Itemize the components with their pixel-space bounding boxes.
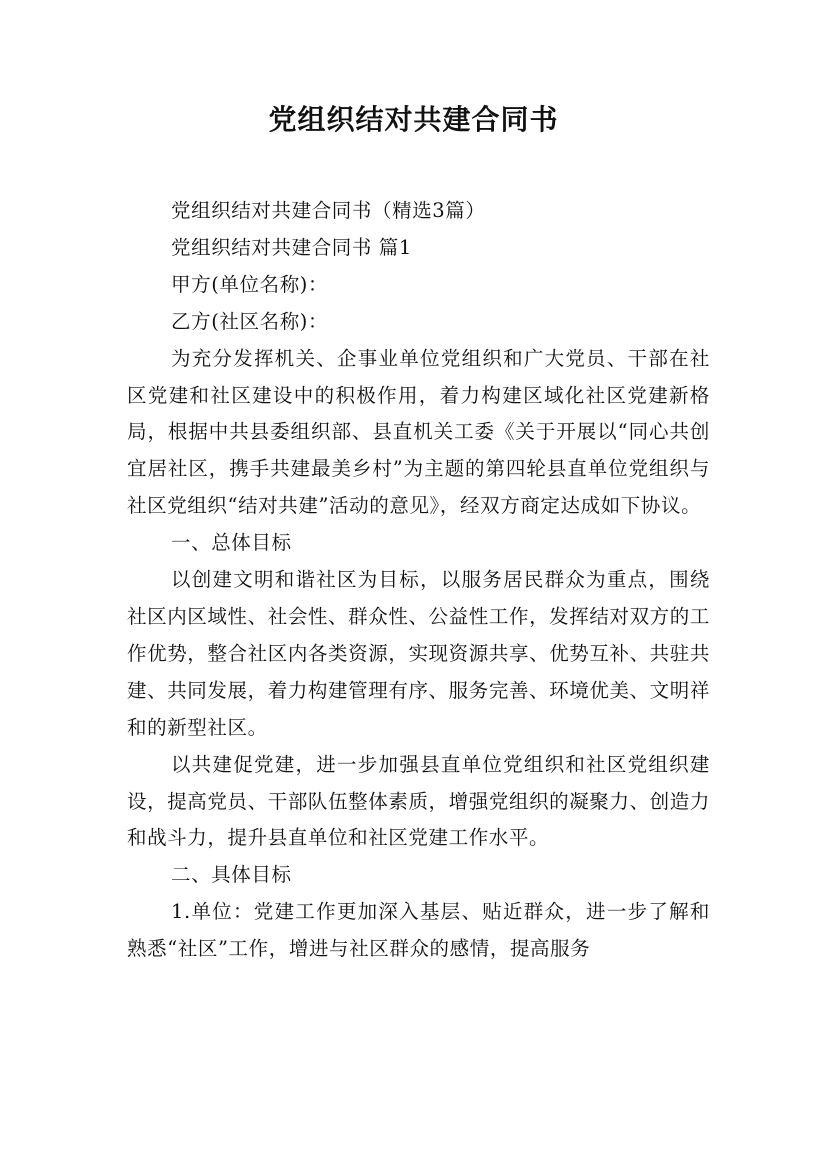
party-a-line: 甲方(单位名称)： <box>171 272 329 296</box>
document-title: 党组织结对共建合同书 <box>268 103 559 136</box>
section-heading-specific-goal: 二、具体目标 <box>171 863 292 887</box>
section-heading: 党组织结对共建合同书 篇1 <box>171 235 412 259</box>
section-heading-overall-goal: 一、总体目标 <box>171 531 292 555</box>
document-body <box>127 193 710 968</box>
party-b-line: 乙方(社区名称)： <box>171 309 329 333</box>
subtitle-line: 党组织结对共建合同书（精选3篇） <box>171 199 486 222</box>
overall-goal-paragraph-2: 以共建促党建，进一步加强县直单位党组织和社区党组织建设，提高党员、干部队伍整体素质，增强党组织的凝聚力、创造力和战斗力，提升县直单位和社区党建工作水平。 <box>127 752 710 850</box>
specific-goal-paragraph-1: 1.单位：党建工作更加深入基层、贴近群众，进一步了解和熟悉“社区”工作，增进与社区群众的感情，提高服务 <box>127 900 710 961</box>
intro-paragraph: 为充分发挥机关、企事业单位党组织和广大党员、干部在社区党建和社区建设中的积极作用，着力构建区域化社区党建新格局，根据中共县委组织部、县直机关工委《关于开展以“同心共创宜居社区，携手共建最美乡村”为主题的第四轮县直单位党组织与社区党组织“结对共建”活动的意见》，经双方商定达成如下协议。 <box>127 346 710 518</box>
overall-goal-paragraph-1: 以创建文明和谐社区为目标，以服务居民群众为重点，围绕社区内区域性、社会性、群众性、公益性工作，发挥结对双方的工作优势，整合社区内各类资源，实现资源共享、优势互补、共驻共建、共同发展，着力构建管理有序、服务完善、环境优美、文明祥和的新型社区。 <box>127 568 710 739</box>
